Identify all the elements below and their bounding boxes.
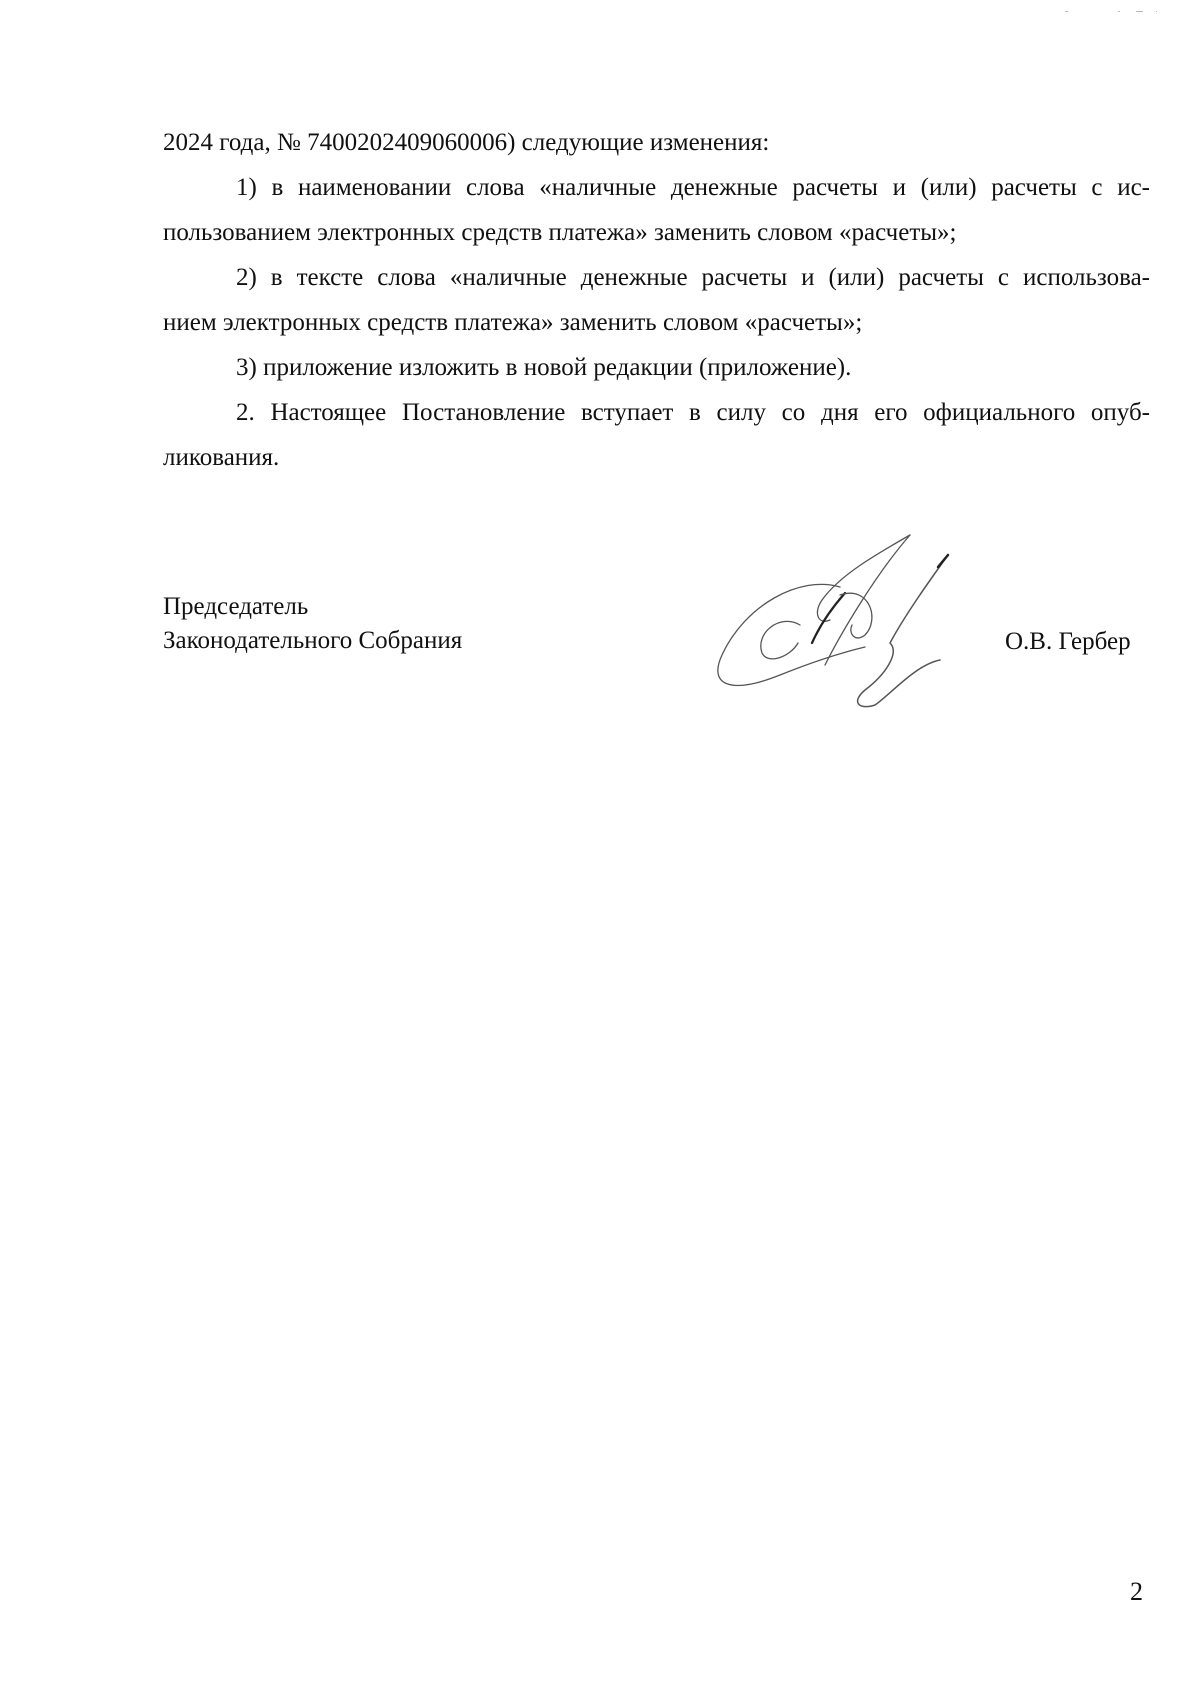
- handwritten-signature-icon: [700, 525, 950, 715]
- signatory-name: О.В. Гербер: [1005, 628, 1131, 655]
- item-2-line-1: 2) в тексте слова «наличные денежные расчеты и (или) расчеты с использова-: [236, 264, 1150, 291]
- scan-artifacts: [960, 8, 1160, 14]
- page-number: 2: [1130, 1577, 1143, 1606]
- document-body: [163, 120, 1150, 480]
- item-1-line-1: 1) в наименовании слова «наличные денежные расчеты и (или) расчеты с ис-: [236, 174, 1150, 201]
- clause-2-line-2: ликования.: [163, 444, 280, 471]
- signatory-title-line-1: Председатель: [163, 593, 309, 620]
- item-2-line-2: нием электронных средств платежа» заменить словом «расчеты»;: [163, 309, 863, 336]
- paragraph-intro-tail-line-1: 2024 года, № 7400202409060006) следующие изменения:: [163, 129, 770, 156]
- item-1-line-2: пользованием электронных средств платежа» заменить словом «расчеты»;: [163, 219, 957, 246]
- item-3-line-1: 3) приложение изложить в новой редакции (приложение).: [236, 354, 852, 381]
- signatory-title: [163, 590, 462, 658]
- clause-2-line-1: 2. Настоящее Постановление вступает в силу со дня его официального опуб-: [236, 399, 1150, 426]
- signatory-title-line-2: Законодательного Собрания: [163, 627, 463, 654]
